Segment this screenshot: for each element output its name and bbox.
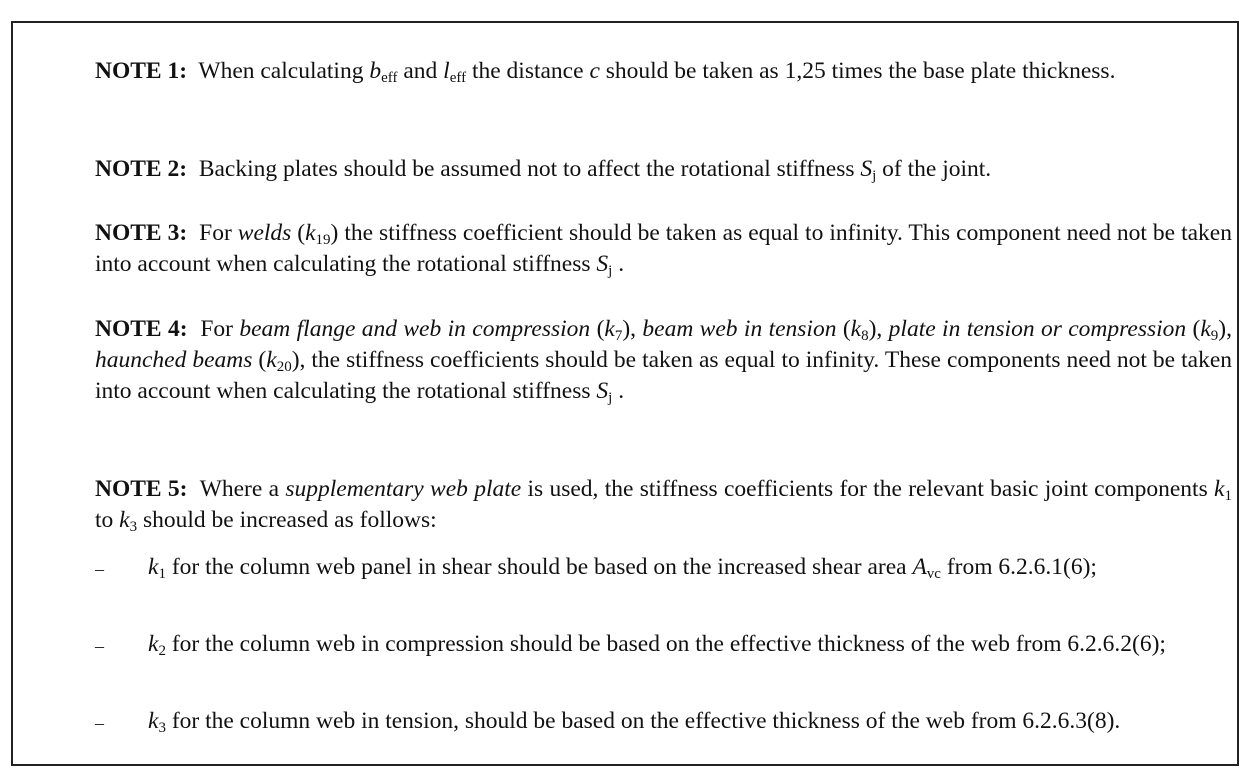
note-4-text: (	[590, 316, 605, 342]
note-4-text: ), the stiffness coefficients should be taken as equal to infinity. These components need not be taken into account when calculating the rotational stiffness	[95, 347, 1233, 404]
note-1-and: and	[397, 58, 444, 84]
list-item-text: from 6.2.6.1(6);	[940, 554, 1097, 580]
list-item	[148, 552, 1232, 583]
note-4-text: (	[836, 316, 851, 342]
list-item	[148, 629, 1232, 660]
note-1-label: NOTE 1:	[95, 58, 188, 84]
var-a: A	[912, 554, 927, 580]
sub-3: 3	[158, 720, 166, 736]
sub-j: j	[608, 263, 613, 279]
note-4-italic: beam web in tension	[642, 316, 837, 342]
list-dash: –	[95, 713, 104, 733]
list-item-text: for the column web in tension, should be based on the effective thickness of the web from 6.2.6.3(8).	[165, 708, 1121, 734]
sub-8: 8	[861, 328, 869, 344]
sub-9: 9	[1210, 328, 1219, 344]
note-3-text: (	[291, 220, 306, 246]
sub-1: 1	[158, 566, 166, 582]
sub-3: 3	[129, 519, 138, 535]
note-4-italic: beam flange and web in compression	[239, 316, 591, 342]
note-2	[95, 154, 1232, 185]
note-3-italic: welds	[237, 220, 292, 246]
note-4-text: ),	[868, 316, 889, 342]
note-2-label: NOTE 2:	[95, 156, 188, 182]
note-1-text: the distance	[466, 58, 590, 84]
list-dash: –	[95, 636, 104, 656]
sub-vc: vc	[926, 566, 941, 582]
list-item-text: for the column web panel in shear should be based on the increased shear area	[165, 554, 913, 580]
note-5	[95, 474, 1232, 536]
sub-1: 1	[1224, 488, 1232, 504]
var-k: k	[1214, 476, 1225, 502]
var-k: k	[148, 708, 159, 734]
sub-eff: eff	[381, 70, 398, 86]
note-3-text: For	[199, 220, 238, 246]
note-5-label: NOTE 5:	[95, 476, 188, 502]
note-3-label: NOTE 3:	[95, 220, 188, 246]
var-k: k	[148, 631, 159, 657]
var-k: k	[1200, 316, 1211, 342]
note-4-text: (	[1186, 316, 1201, 342]
note-3-text: .	[612, 251, 625, 277]
note-4-italic: haunched beams	[95, 347, 253, 373]
sub-2: 2	[158, 643, 166, 659]
var-k: k	[604, 316, 615, 342]
note-4-label: NOTE 4:	[95, 316, 188, 342]
sub-eff: eff	[449, 70, 467, 86]
note-5-italic: supplementary web plate	[285, 476, 522, 502]
sub-j: j	[872, 168, 877, 184]
note-2-text: Backing plates should be assumed not to affect the rotational stiffness	[198, 156, 861, 182]
note-5-text: Where a	[199, 476, 286, 502]
note-4-text: (	[252, 347, 267, 373]
sub-19: 19	[315, 232, 331, 248]
note-4-italic: plate in tension or compression	[888, 316, 1187, 342]
note-4	[95, 314, 1232, 407]
var-s: S	[596, 251, 609, 277]
note-1-text: should be taken as 1,25 times the base plate thickness.	[599, 58, 1116, 84]
var-k: k	[266, 347, 277, 373]
note-4-text: ),	[622, 316, 643, 342]
var-b: b	[369, 58, 382, 84]
note-2-text: of the joint.	[876, 156, 992, 182]
note-4-text: .	[612, 378, 625, 404]
list-dash: –	[95, 559, 104, 579]
var-s: S	[596, 378, 609, 404]
note-5-text: should be increased as follows:	[137, 507, 437, 533]
note-1-text: When calculating	[198, 58, 370, 84]
note-5-text: is used, the stiffness coefficients for the relevant basic joint components	[521, 476, 1215, 502]
note-5-text: to	[95, 507, 120, 533]
sub-j: j	[608, 390, 613, 406]
note-1	[95, 56, 1232, 87]
note-4-text: For	[200, 316, 240, 342]
var-l: l	[443, 58, 450, 84]
var-k: k	[148, 554, 159, 580]
list-item-text: for the column web in compression should be based on the effective thickness of the web from 6.2.6.2(6);	[165, 631, 1166, 657]
list-item	[148, 706, 1232, 737]
note-3-text: ) the stiffness coefficient should be taken as equal to infinity. This component need not be taken into account when calculating the rotational stiffness	[95, 220, 1232, 277]
note-3	[95, 218, 1232, 280]
var-k: k	[850, 316, 862, 342]
note-4-text: ),	[1218, 316, 1232, 342]
var-k: k	[305, 220, 316, 246]
sub-20: 20	[276, 359, 292, 375]
var-s: S	[860, 156, 873, 182]
sub-7: 7	[614, 328, 623, 344]
var-c: c	[589, 58, 600, 84]
var-k: k	[119, 507, 130, 533]
